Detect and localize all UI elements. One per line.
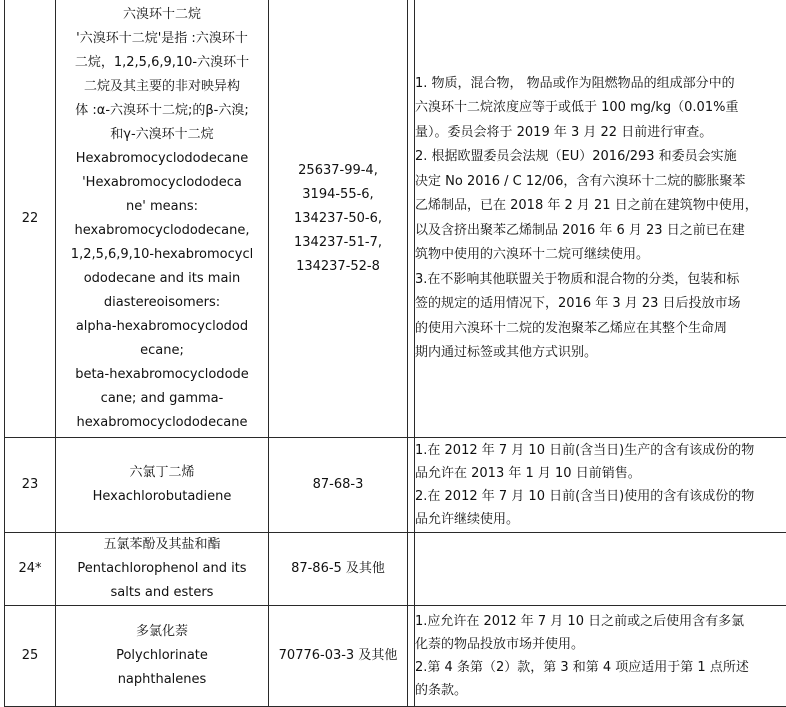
entry-number: 23	[5, 438, 56, 533]
restriction-conditions	[415, 0, 786, 438]
substance-line: Hexachlorobutadiene	[56, 485, 268, 509]
substance-line: 二烷及其主要的非对映异构	[56, 75, 268, 99]
entry-number: 22	[5, 0, 56, 438]
cas-line: 134237-52-8	[269, 255, 407, 279]
condition-line: 以及含挤出聚苯乙烯制品 2016 年 6 月 23 日之前已在建	[415, 219, 786, 244]
condition-line: 期内通过标签或其他方式识别。	[415, 341, 786, 366]
substance-line: salts and esters	[56, 581, 268, 605]
condition-line: 筑物中使用的六溴环十二烷可继续使用。	[415, 243, 786, 268]
spacer-cell	[408, 438, 415, 533]
substance-line: naphthalenes	[56, 668, 268, 692]
restriction-conditions	[415, 438, 786, 533]
substance-line: 和γ-六溴环十二烷	[56, 123, 268, 147]
substance-line: alpha-hexabromocyclodod	[56, 315, 268, 339]
condition-line: 1. 物质，混合物， 物品或作为阻燃物品的组成部分中的	[415, 72, 786, 97]
substance-line: cane; and gamma-	[56, 387, 268, 411]
condition-line: 的条款。	[415, 679, 786, 702]
condition-line: 量）。委员会将于 2019 年 3 月 22 日前进行审查。	[415, 121, 786, 146]
substance-line: 二烷，1,2,5,6,9,10-六溴环十	[56, 51, 268, 75]
condition-line: 六溴环十二烷浓度应等于或低于 100 mg/kg（0.01%重	[415, 96, 786, 121]
restriction-table	[4, 0, 786, 707]
condition-line: 品允许在 2013 年 1 月 10 日前销售。	[415, 462, 786, 485]
substance-line: 1,2,5,6,9,10-hexabromocycl	[56, 243, 268, 267]
table-row	[5, 438, 786, 533]
condition-line: 化萘的物品投放市场并使用。	[415, 633, 786, 656]
entry-number: 24*	[5, 533, 56, 606]
cas-line: 3194-55-6,	[269, 183, 407, 207]
condition-line: 3.在不影响其他联盟关于物质和混合物的分类，包装和标	[415, 268, 786, 293]
condition-line: 2.在 2012 年 7 月 10 日前(含当日)使用的含有该成份的物	[415, 485, 786, 508]
cas-line: 87-68-3	[269, 473, 407, 497]
substance-line: Pentachlorophenol and its	[56, 557, 268, 581]
substance-line: 多氯化萘	[56, 620, 268, 644]
condition-line: 决定 No 2016 / C 12/06，含有六溴环十二烷的膨胀聚苯	[415, 170, 786, 195]
entry-number: 25	[5, 606, 56, 707]
spacer-cell	[408, 0, 415, 438]
restriction-conditions	[415, 533, 786, 606]
substance-name	[56, 606, 269, 707]
cas-line: 134237-51-7,	[269, 231, 407, 255]
substance-line: 五氯苯酚及其盐和酯	[56, 533, 268, 557]
condition-line: 1.在 2012 年 7 月 10 日前(含当日)生产的含有该成份的物	[415, 439, 786, 462]
table-row	[5, 0, 786, 438]
table-row	[5, 533, 786, 606]
cas-number	[269, 533, 408, 606]
condition-line: 品允许继续使用。	[415, 508, 786, 531]
condition-line: 2. 根据欧盟委员会法规（EU）2016/293 和委员会实施	[415, 145, 786, 170]
substance-line: ecane;	[56, 339, 268, 363]
condition-line: 1.应允许在 2012 年 7 月 10 日之前或之后使用含有多氯	[415, 610, 786, 633]
cas-line: 87-86-5 及其他	[269, 557, 407, 581]
substance-line: beta-hexabromocyclodode	[56, 363, 268, 387]
substance-line: 六溴环十二烷	[56, 3, 268, 27]
substance-line: Hexabromocyclododecane	[56, 147, 268, 171]
cas-number	[269, 0, 408, 438]
spacer-cell	[408, 533, 415, 606]
spacer-cell	[408, 606, 415, 707]
cas-line: 134237-50-6,	[269, 207, 407, 231]
cas-line: 25637-99-4,	[269, 159, 407, 183]
substance-line: diastereoisomers:	[56, 291, 268, 315]
restriction-conditions	[415, 606, 786, 707]
substance-name	[56, 0, 269, 438]
substance-line: 'Hexabromocyclododeca	[56, 171, 268, 195]
condition-line: 签的规定的适用情况下，2016 年 3 月 23 日后投放市场	[415, 292, 786, 317]
table-row	[5, 606, 786, 707]
condition-line: 的使用六溴环十二烷的发泡聚苯乙烯应在其整个生命周	[415, 317, 786, 342]
substance-line: '六溴环十二烷'是指 :六溴环十	[56, 27, 268, 51]
substance-line: ododecane and its main	[56, 267, 268, 291]
substance-line: hexabromocyclododecane,	[56, 219, 268, 243]
substance-line: hexabromocyclododecane	[56, 411, 268, 435]
substance-name	[56, 533, 269, 606]
cas-line: 70776-03-3 及其他	[269, 644, 407, 668]
substance-line: ne' means:	[56, 195, 268, 219]
substance-line: Polychlorinate	[56, 644, 268, 668]
condition-line: 乙烯制品，已在 2018 年 2 月 21 日之前在建筑物中使用，	[415, 194, 786, 219]
condition-line: 2.第 4 条第（2）款，第 3 和第 4 项应适用于第 1 点所述	[415, 656, 786, 679]
cas-number	[269, 606, 408, 707]
substance-line: 六氯丁二烯	[56, 461, 268, 485]
substance-name	[56, 438, 269, 533]
substance-line: 体 :α-六溴环十二烷;的β-六溴;	[56, 99, 268, 123]
cas-number	[269, 438, 408, 533]
